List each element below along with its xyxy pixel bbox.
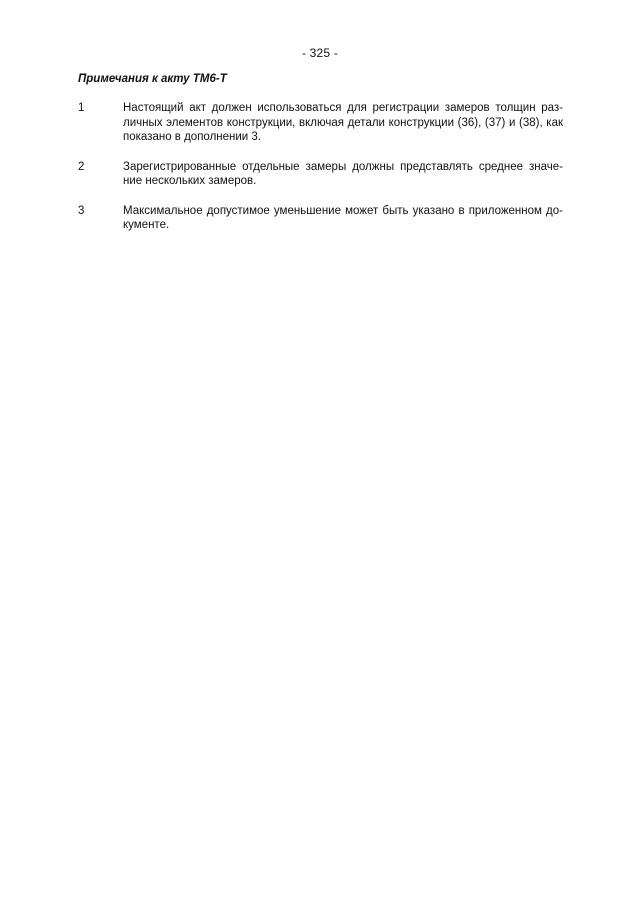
notes-list [0,101,640,248]
note-2 [0,160,640,189]
note-line: личных элементов конструкции, включая детали конструкции (36), (37) и (38), как [123,116,563,129]
note-line: Настоящий акт должен использоваться для регистрации замеров толщин раз- [123,102,563,114]
note-text [123,101,563,145]
note-text [123,204,563,233]
note-3 [0,204,640,233]
notes-title: Примечания к акту ТМ6-Т [78,73,227,85]
note-number: 1 [78,102,85,114]
note-1 [0,101,640,145]
page-number: - 325 - [301,46,339,60]
note-number: 2 [78,160,85,173]
note-line: показано в дополнении 3. [123,131,262,143]
note-line: ние нескольких замеров. [123,175,257,187]
note-number: 3 [78,204,85,217]
note-line: кументе. [123,219,170,231]
note-line: Максимальное допустимое уменьшение может быть указано в приложенном до- [123,204,563,217]
note-text [123,160,563,189]
note-line: Зарегистрированные отдельные замеры должны представлять среднее значе- [123,160,563,173]
